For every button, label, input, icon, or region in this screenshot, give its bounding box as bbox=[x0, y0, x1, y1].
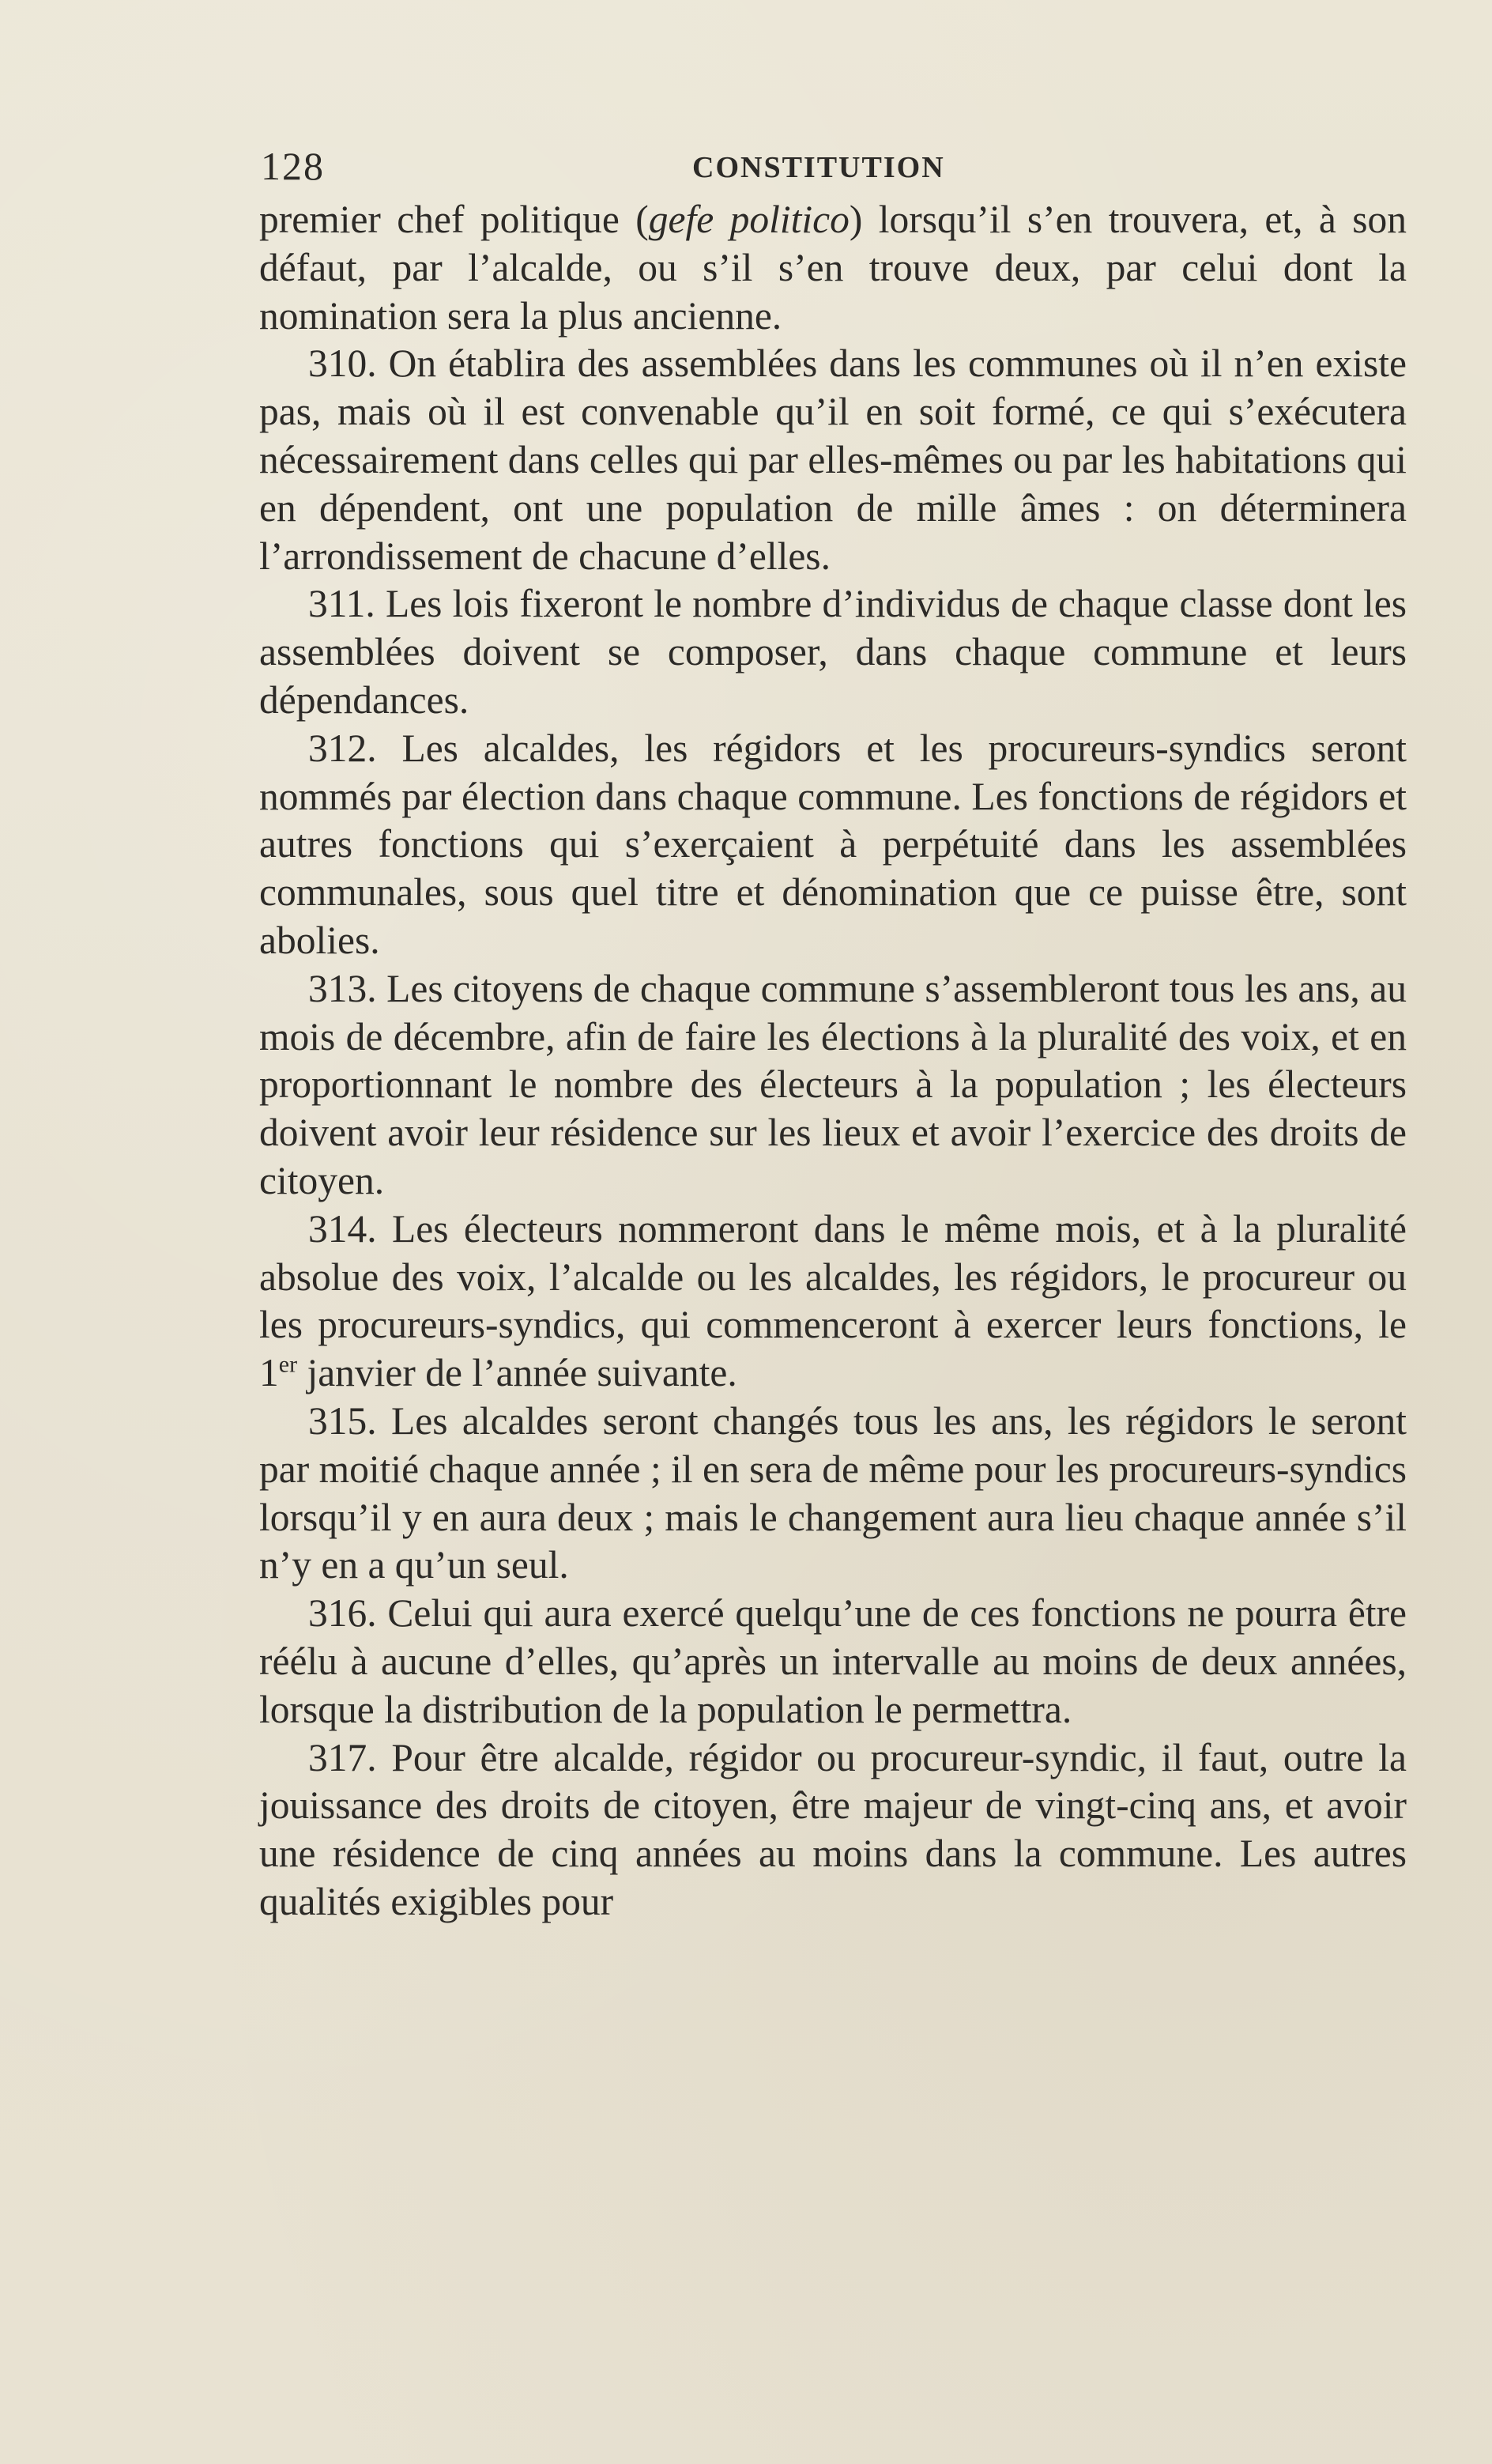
text-run: janvier de l’année suivante. bbox=[297, 1351, 737, 1395]
text-run: 312. Les alcaldes, les régidors et les procureurs-syndics seront nommés par élection dans chaque commune. Les fonctions de régidors et autres fonctions qui s’exerçaient à perpétuité dans les assemblées communales, sous quel titre et dénomination que ce puisse être, sont abolies. bbox=[259, 726, 1407, 962]
article-313 bbox=[259, 965, 1407, 1206]
text-run: 316. Celui qui aura exercé quelqu’une de ces fonctions ne pourra être réélu à aucune d’elles, qu’après un intervalle au moins de deux années, lorsque la distribution de la population le permettra. bbox=[259, 1591, 1407, 1731]
paragraph-continuation bbox=[259, 196, 1407, 340]
article-311 bbox=[259, 580, 1407, 724]
text-run: 314. Les électeurs nommeront dans le même mois, et à la pluralité absolue des voix, l’alcalde ou les alcaldes, les régidors, le procureur ou les procureurs-syndics, qui commenceront à exercer leurs fonctions, le 1 bbox=[259, 1206, 1407, 1395]
page-number: 128 bbox=[261, 144, 325, 188]
article-310 bbox=[259, 340, 1407, 580]
running-title: CONSTITUTION bbox=[692, 151, 945, 184]
text-run: 311. Les lois fixeront le nombre d’individus de chaque classe dont les assemblées doivent se composer, dans chaque commune et leurs dépendances. bbox=[259, 582, 1407, 722]
article-312 bbox=[259, 725, 1407, 965]
text-run: 315. Les alcaldes seront changés tous les ans, les régidors le seront par moitié chaque année ; il en sera de même pour les procureurs-syndics lorsqu’il y en aura deux ; mais le changement aura lieu chaque année s’il n’y en a qu’un seul. bbox=[259, 1398, 1407, 1587]
article-316 bbox=[259, 1590, 1407, 1734]
article-314 bbox=[259, 1206, 1407, 1398]
page-body bbox=[259, 196, 1407, 1926]
text-run: 310. On établira des assemblées dans les communes où il n’en existe pas, mais où il est convenable qu’il en soit formé, ce qui s’exécutera nécessairement dans celles qui par elles-mêmes ou par les habitations qui en dépendent, ont une population de mille âmes : on déterminera l’arrondissement de chacune d’elles. bbox=[259, 341, 1407, 578]
text-run: 317. Pour être alcalde, régidor ou procureur-syndic, il faut, outre la jouissance des droits de citoyen, être majeur de vingt-cinq ans, et avoir une résidence de cinq années au moins dans la commune. Les autres qualités exigibles pour bbox=[259, 1735, 1407, 1923]
article-315 bbox=[259, 1398, 1407, 1590]
superscript: er bbox=[278, 1351, 298, 1378]
text-run: premier chef politique ( bbox=[259, 198, 649, 241]
text-run: 313. Les citoyens de chaque commune s’assembleront tous les ans, au mois de décembre, afin de faire les élections à la pluralité des voix, et en proportionnant le nombre des électeurs à la population ; les électeurs doivent avoir leur résidence sur les lieux et avoir l’exercice des droits de citoyen. bbox=[259, 966, 1407, 1202]
article-317 bbox=[259, 1734, 1407, 1926]
page-header bbox=[261, 141, 1407, 191]
text-run: ) lorsqu’il s’en trouvera, et, à son défaut, par l’alcalde, ou s’il s’en trouve deux, par celui dont la nomination sera la plus ancienne. bbox=[259, 198, 1407, 338]
italic-term: gefe politico bbox=[648, 198, 850, 241]
